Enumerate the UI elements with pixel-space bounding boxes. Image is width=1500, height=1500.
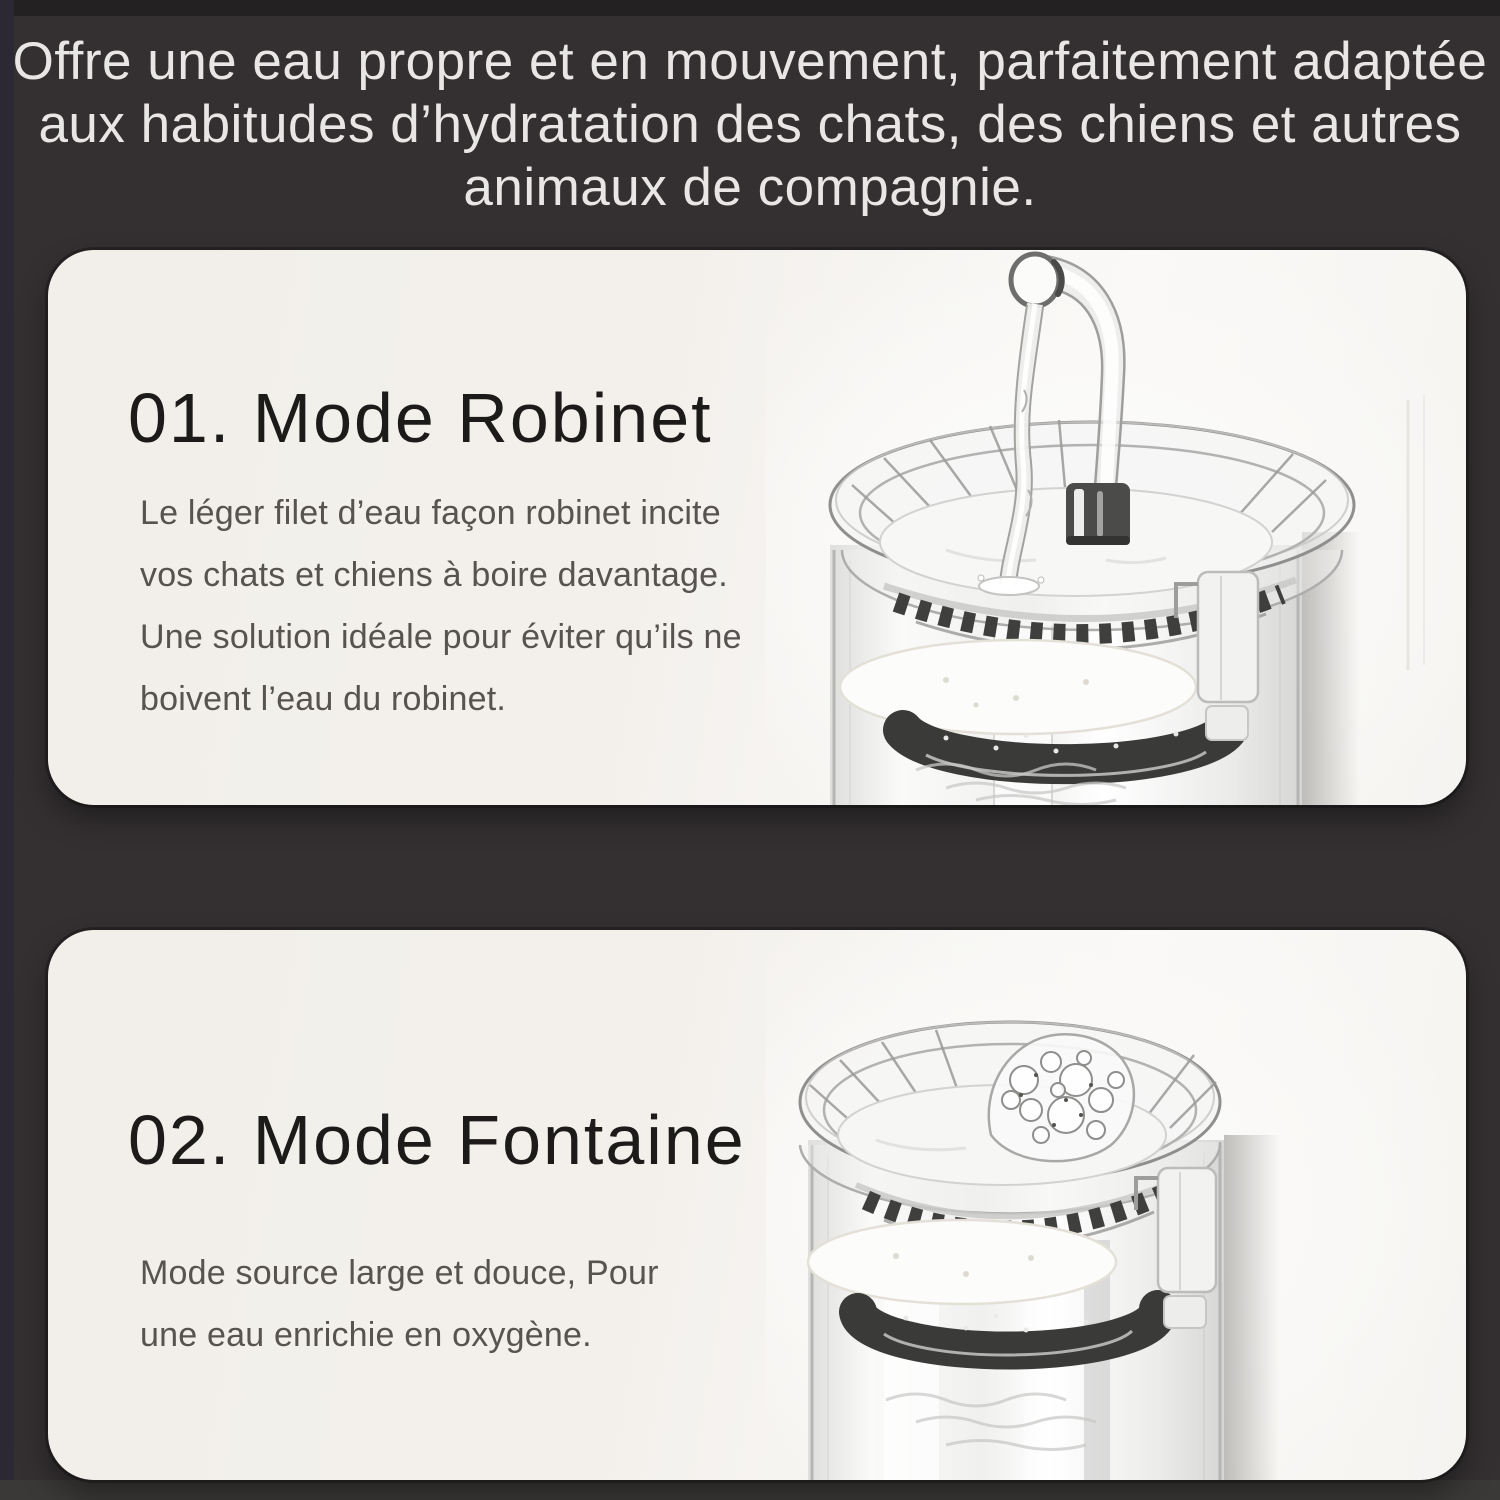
right-shadow	[1224, 1135, 1280, 1480]
left-edge-strip	[0, 0, 14, 1500]
card-mode-robinet	[48, 250, 1466, 805]
headline	[0, 30, 1500, 219]
top-edge-strip	[0, 0, 1500, 16]
body-line: Le léger filet d’eau façon robinet incite	[140, 494, 721, 532]
card-mode-fontaine	[48, 930, 1466, 1480]
fountain-photo-faucet-mode	[766, 250, 1466, 805]
fountain-photo-fountain-mode	[766, 930, 1466, 1480]
headline-line-3: animaux de compagnie.	[463, 158, 1037, 217]
body-line: Mode source large et douce, Pour	[140, 1254, 659, 1292]
water-droplet-loop	[1011, 254, 1062, 306]
body-line: une eau enrichie en oxygène.	[140, 1316, 592, 1354]
card-title-robinet: 01. Mode Robinet	[128, 379, 713, 457]
headline-line-2: aux habitudes d’hydratation des chats, des chiens et autres	[38, 95, 1462, 154]
spout-holder	[1066, 483, 1130, 545]
bottom-edge-strip	[0, 1480, 1500, 1500]
card-body-robinet	[140, 482, 742, 730]
body-line: vos chats et chiens à boire davantage.	[140, 556, 728, 594]
filter-foam	[808, 1220, 1116, 1304]
card-title-fontaine: 02. Mode Fontaine	[128, 1101, 746, 1179]
card-body-fontaine	[140, 1242, 659, 1366]
body-line: boivent l’eau du robinet.	[140, 680, 507, 718]
body-line: Une solution idéale pour éviter qu’ils ne	[140, 618, 742, 656]
headline-line-1: Offre une eau propre et en mouvement, parfaitement adaptée	[12, 32, 1488, 91]
